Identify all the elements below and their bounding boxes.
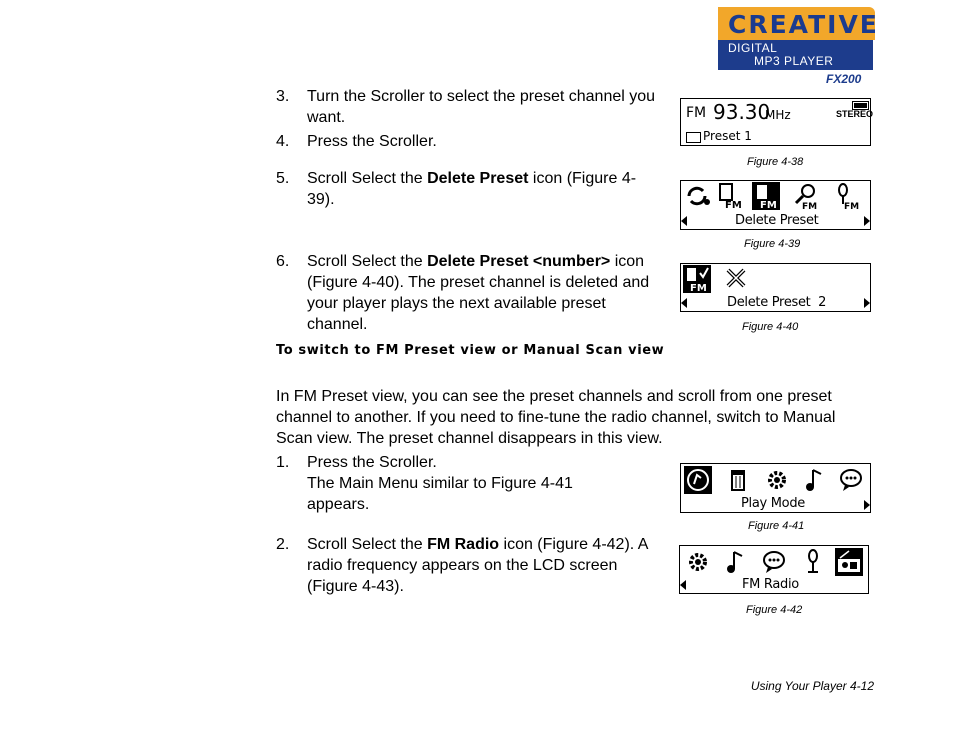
save-fm-icon bbox=[717, 182, 745, 210]
arrow-right-icon bbox=[864, 500, 870, 510]
lcd-preset-label: Preset 1 bbox=[703, 129, 752, 143]
music-note-icon bbox=[684, 466, 712, 494]
arrow-right-icon bbox=[864, 216, 870, 226]
gear-icon bbox=[684, 548, 712, 576]
logo-line2: MP3 PLAYER bbox=[754, 54, 834, 68]
caption-4-38: Figure 4-38 bbox=[747, 156, 804, 168]
logo-line1: DIGITAL bbox=[728, 41, 778, 55]
logo-brand: CREATIVE bbox=[728, 10, 879, 39]
record-fm-icon bbox=[831, 182, 859, 210]
section-heading: To switch to FM Preset view or Manual Scan view bbox=[276, 343, 665, 358]
svg-text:FM: FM bbox=[844, 202, 859, 210]
arrow-right-icon bbox=[864, 298, 870, 308]
battery-icon bbox=[852, 101, 869, 110]
step-3-num: 3. bbox=[276, 88, 290, 105]
lcd-unit: MHz bbox=[765, 108, 791, 122]
speech-bubble-icon bbox=[837, 466, 865, 494]
delete-preset-term: Delete Preset bbox=[427, 170, 529, 187]
fm-radio-term: FM Radio bbox=[427, 536, 500, 553]
svg-text:FM: FM bbox=[802, 202, 818, 210]
lcd-label-4-39: Delete Preset bbox=[735, 213, 819, 228]
rotate-icon bbox=[683, 182, 711, 210]
svg-text:FM: FM bbox=[760, 200, 777, 210]
lcd-figure-4-39 bbox=[680, 180, 871, 230]
lcd-label-4-41: Play Mode bbox=[741, 496, 805, 511]
speech-bubble-icon bbox=[760, 548, 788, 576]
delete-preset-number-term: Delete Preset <number> bbox=[427, 253, 611, 270]
creative-logo bbox=[718, 7, 879, 70]
page-footer: Using Your Player 4-12 bbox=[750, 679, 874, 693]
music-note-icon bbox=[801, 466, 829, 494]
lcd-band: FM bbox=[686, 105, 707, 121]
step-5-text: Scroll Select the Delete Preset icon (Figure 4-39). bbox=[307, 170, 637, 208]
step-b2-text: Scroll Select the FM Radio icon (Figure 4-42). A radio frequency appears on the LCD screen (Figure 4-43). bbox=[307, 536, 648, 595]
music-note-icon bbox=[722, 548, 750, 576]
intro-paragraph: In FM Preset view, you can see the preset channels and scroll from one preset channel to another. If you need to fine-tune the radio channel, switch to Manual Scan view. The preset channel disappears in this view. bbox=[276, 388, 836, 447]
radio-preset-icon bbox=[686, 132, 701, 143]
arrow-left-icon bbox=[681, 216, 687, 226]
caption-4-39: Figure 4-39 bbox=[744, 238, 801, 250]
delete-preset-icon bbox=[683, 265, 711, 293]
microphone-icon bbox=[799, 548, 827, 576]
delete-preset-icon bbox=[752, 182, 780, 210]
arrow-left-icon bbox=[681, 298, 687, 308]
caption-4-41: Figure 4-41 bbox=[748, 520, 805, 532]
step-b1-text: Press the Scroller. The Main Menu similar to Figure 4-41 appears. bbox=[307, 454, 573, 513]
gear-icon bbox=[763, 466, 791, 494]
step-b1-num: 1. bbox=[276, 454, 290, 471]
lcd-frequency: 93.30 bbox=[713, 100, 771, 124]
search-fm-icon bbox=[792, 182, 820, 210]
step-6-text: Scroll Select the Delete Preset <number> icon (Figure 4-40). The preset channel is deleted and your player plays the next available preset channel. bbox=[307, 253, 650, 333]
caption-4-42: Figure 4-42 bbox=[746, 604, 803, 616]
step-3-text: Turn the Scroller to select the preset channel you want. bbox=[307, 88, 656, 126]
step-4-text: Press the Scroller. bbox=[307, 133, 437, 150]
lcd-label-4-42: FM Radio bbox=[742, 577, 799, 592]
lcd-label-4-40: Delete Preset 2 bbox=[727, 295, 827, 310]
lcd-figure-4-42 bbox=[679, 545, 869, 594]
step-4-num: 4. bbox=[276, 133, 290, 150]
step-b2-num: 2. bbox=[276, 536, 290, 553]
step-6-num: 6. bbox=[276, 253, 290, 270]
step-5-num: 5. bbox=[276, 170, 290, 187]
caption-4-40: Figure 4-40 bbox=[742, 321, 799, 333]
lcd-figure-4-38 bbox=[680, 98, 874, 146]
lcd-figure-4-41 bbox=[680, 463, 871, 513]
lcd-figure-4-40 bbox=[680, 263, 871, 312]
model-name: FX200 bbox=[826, 72, 862, 86]
arrow-left-icon bbox=[680, 580, 686, 590]
lcd-stereo: STEREO bbox=[836, 109, 874, 119]
close-x-icon bbox=[723, 265, 751, 293]
trash-icon bbox=[724, 466, 752, 494]
radio-icon bbox=[835, 548, 863, 576]
svg-text:FM: FM bbox=[690, 283, 707, 293]
svg-text:FM: FM bbox=[725, 200, 742, 210]
